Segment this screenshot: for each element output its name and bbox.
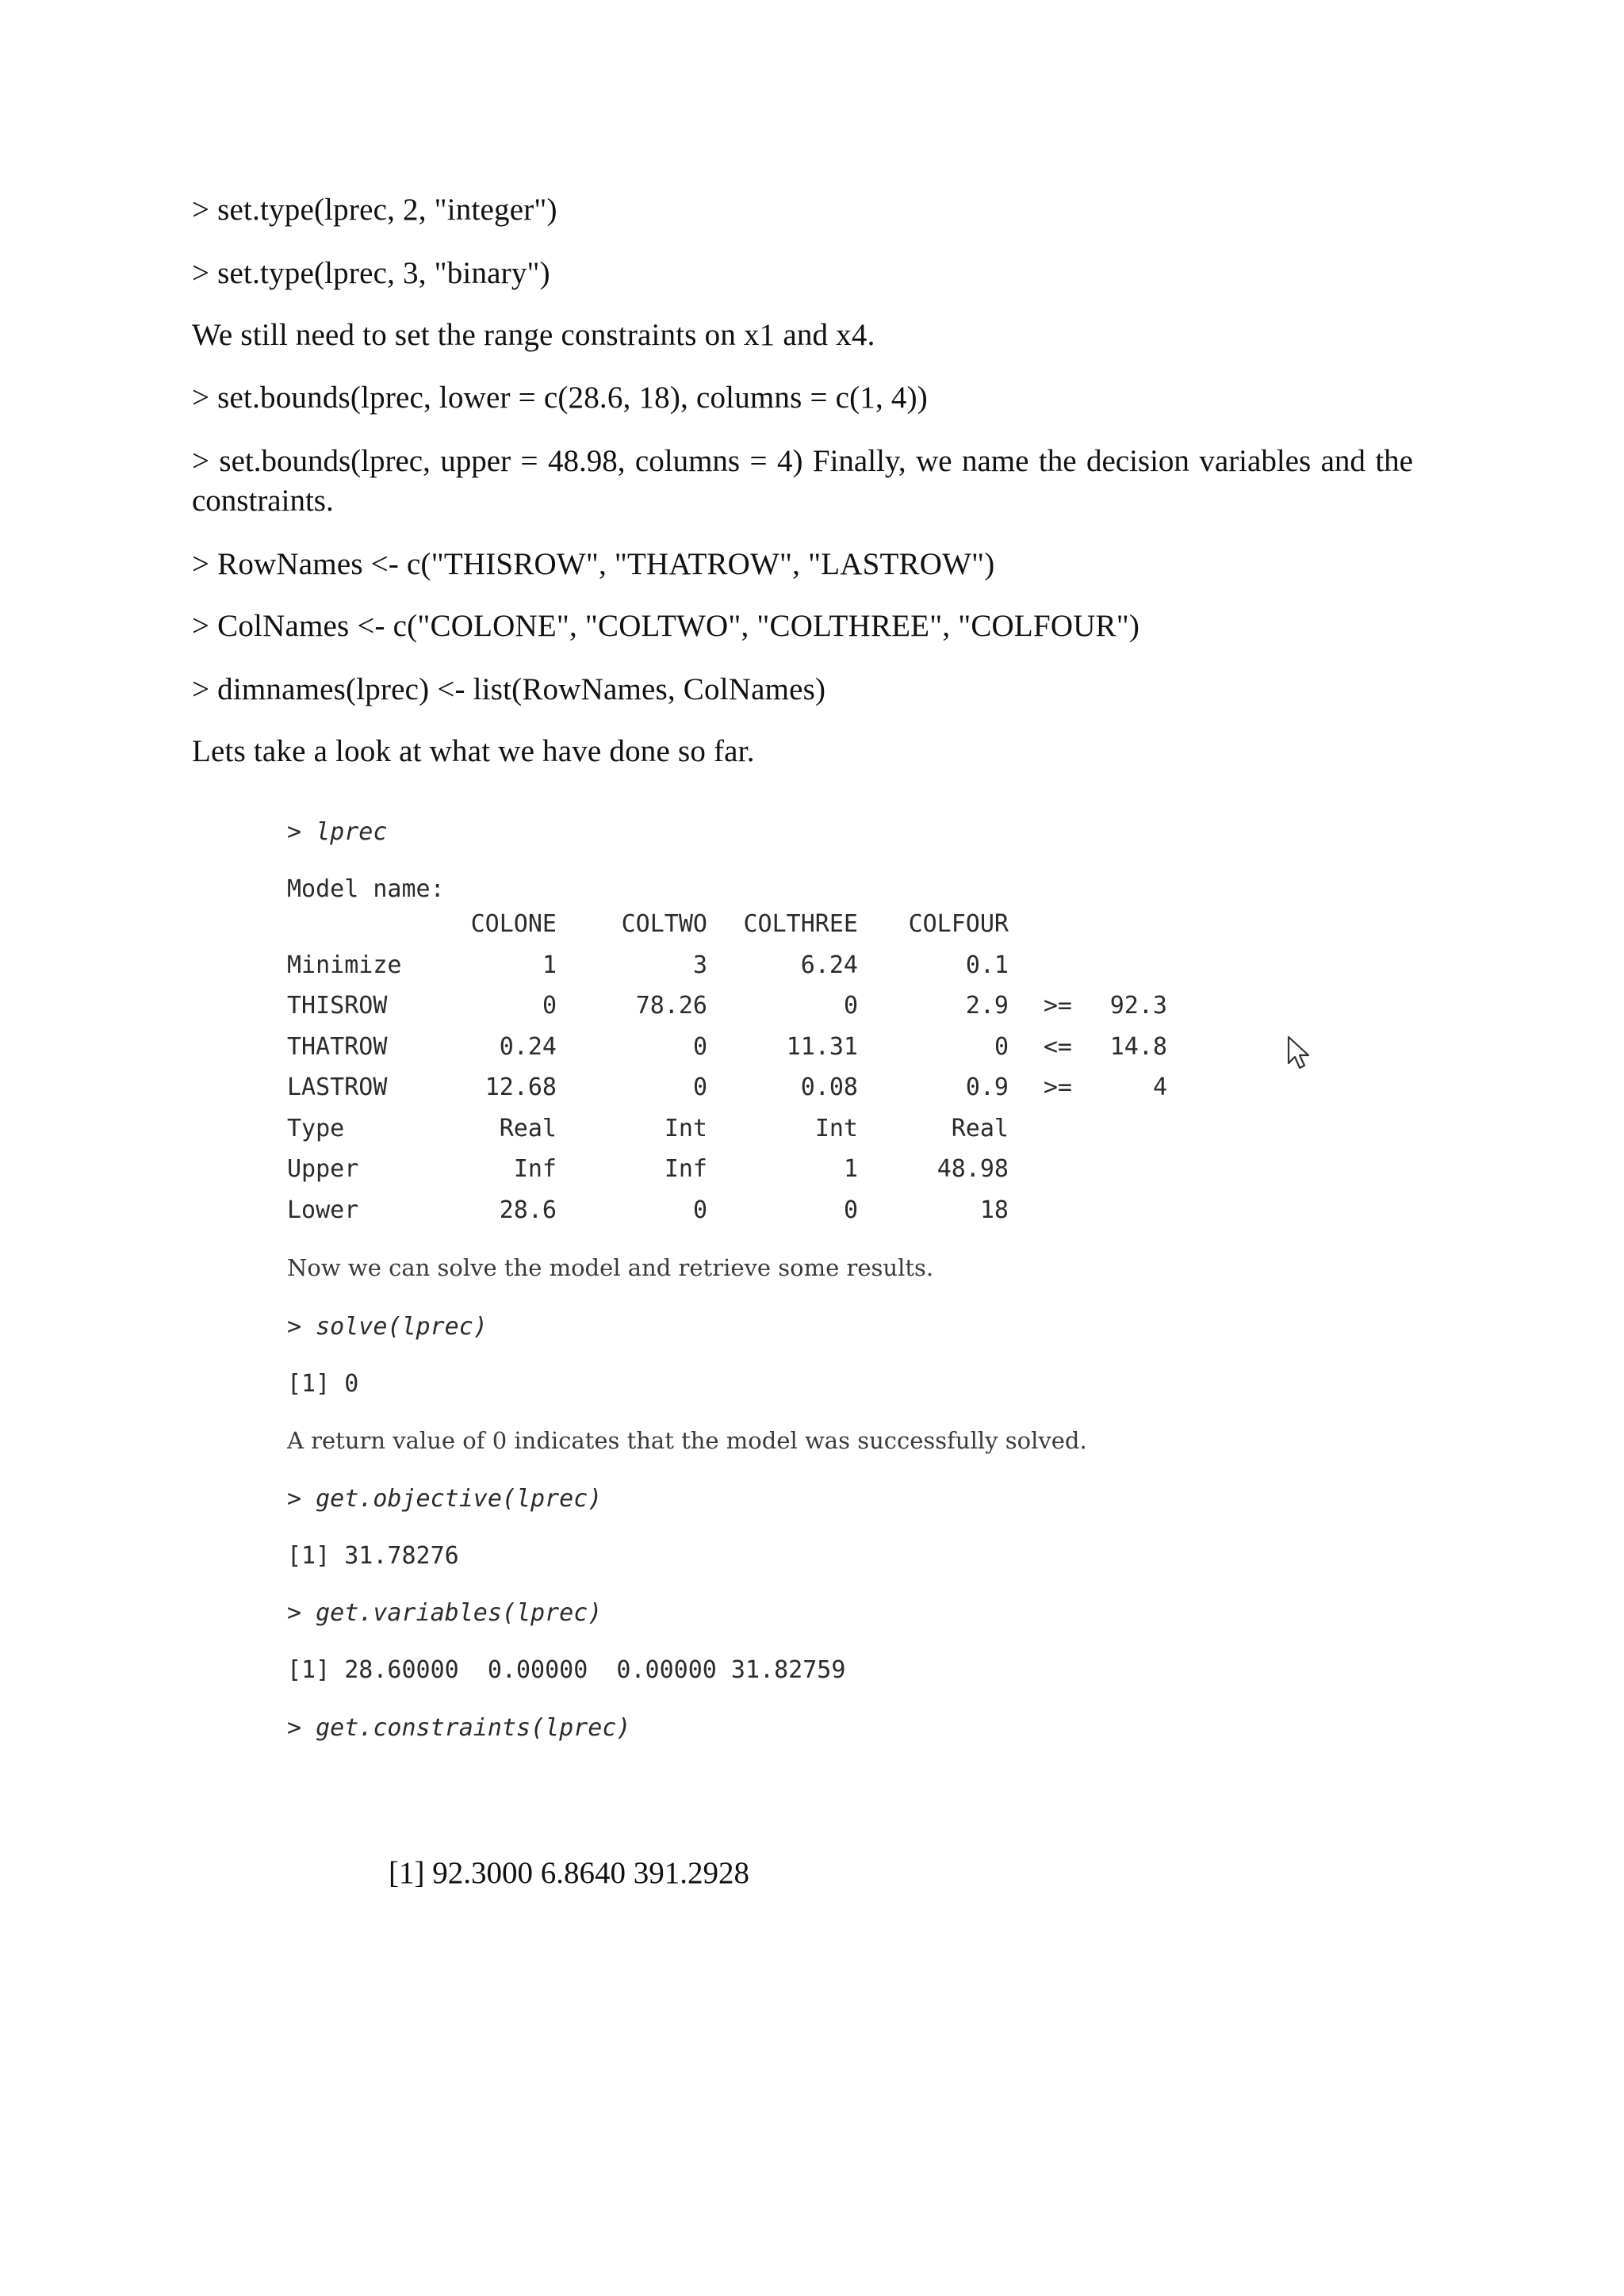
text-line-range-constraints: We still need to set the range constraints on x1 and x4.: [192, 318, 875, 352]
table-cell: Int: [664, 1114, 707, 1142]
table-row: [287, 1067, 1167, 1108]
output-solve: [1] 0: [287, 1370, 359, 1398]
table-row: [287, 1190, 1167, 1231]
table-cell: 14.8: [1109, 1032, 1167, 1061]
text-line-take-a-look: Lets take a look at what we have done so far.: [192, 734, 755, 768]
note-solve-model: Now we can solve the model and retrieve some results.: [287, 1254, 934, 1281]
table-cell: 0.1: [965, 951, 1009, 979]
table-row: [287, 1149, 1167, 1190]
table-cell: [1009, 1149, 1072, 1190]
table-cell: 0.08: [800, 1073, 858, 1102]
table-cell: >=: [1043, 1073, 1072, 1102]
table-cell: Type: [287, 1114, 345, 1142]
table-cell: >=: [1043, 992, 1072, 1020]
table-cell: [1072, 1108, 1167, 1150]
header-cell: COLTHREE: [743, 910, 858, 939]
table-cell: [1009, 1108, 1072, 1150]
table-cell: 0: [692, 1032, 707, 1061]
table-cell: 18: [979, 1196, 1009, 1224]
table-cell: Lower: [287, 1196, 359, 1224]
table-cell: 2.9: [965, 992, 1009, 1020]
model-table: [287, 904, 1167, 1230]
table-cell: 4: [1152, 1073, 1167, 1102]
model-name-label: Model name:: [287, 875, 445, 903]
table-cell: 11.31: [786, 1032, 858, 1061]
table-cell: 0: [692, 1073, 707, 1102]
code-line-rownames: > RowNames <- c("THISROW", "THATROW", "LASTROW"): [192, 547, 995, 581]
table-cell: Upper: [287, 1155, 359, 1184]
table-cell: Real: [499, 1114, 557, 1142]
table-cell: LASTROW: [287, 1073, 388, 1102]
table-cell: 92.3: [1109, 992, 1167, 1020]
table-cell: 12.68: [485, 1073, 557, 1102]
code-line-set-bounds-lower: > set.bounds(lprec, lower = c(28.6, 18), columns = c(1, 4)): [192, 381, 928, 415]
table-row: [287, 985, 1167, 1027]
header-cell: COLTWO: [621, 910, 707, 939]
table-cell: Int: [814, 1114, 858, 1142]
table-cell: 0: [542, 992, 557, 1020]
table-row: [287, 1027, 1167, 1068]
command-solve: > solve(lprec): [287, 1313, 488, 1341]
table-cell: 0: [692, 1196, 707, 1224]
code-line-set-type-binary: > set.type(lprec, 3, "binary"): [192, 256, 550, 290]
note-return-value: A return value of 0 indicates that the model was successfully solved.: [287, 1427, 1087, 1454]
table-row: [287, 945, 1167, 986]
table-cell: 0: [994, 1032, 1009, 1061]
table-cell: 48.98: [936, 1155, 1009, 1184]
table-cell: [1009, 1190, 1072, 1231]
table-cell: 78.26: [635, 992, 707, 1020]
mouse-pointer-icon: [1286, 1035, 1313, 1071]
table-cell: THATROW: [287, 1032, 388, 1061]
table-cell: 0.24: [499, 1032, 557, 1061]
code-line-colnames: > ColNames <- c("COLONE", "COLTWO", "COLTHREE", "COLFOUR"): [192, 609, 1140, 643]
table-cell: 0.9: [965, 1073, 1009, 1102]
table-cell: [1072, 1149, 1167, 1190]
header-cell: [1009, 904, 1072, 945]
table-cell: Inf: [513, 1155, 557, 1184]
command-lprec: > lprec: [287, 818, 388, 846]
table-cell: Real: [951, 1114, 1009, 1142]
code-line-set-type-integer: > set.type(lprec, 2, "integer"): [192, 193, 557, 227]
output-variables: [1] 28.60000 0.00000 0.00000 31.82759: [287, 1656, 846, 1684]
constraints-output-line: [1] 92.3000 6.8640 391.2928: [389, 1856, 749, 1890]
code-line-dimnames: > dimnames(lprec) <- list(RowNames, ColNames): [192, 672, 826, 706]
table-cell: <=: [1043, 1032, 1072, 1061]
table-cell: 1: [542, 951, 557, 979]
header-cell: COLFOUR: [908, 910, 1009, 939]
command-get-variables: > get.variables(lprec): [287, 1599, 603, 1627]
table-cell: [1072, 1190, 1167, 1231]
command-get-objective: > get.objective(lprec): [287, 1485, 603, 1513]
table-cell: Inf: [664, 1155, 707, 1184]
output-objective: [1] 31.78276: [287, 1542, 459, 1570]
table-cell: [1009, 945, 1072, 986]
table-cell: 0: [843, 992, 858, 1020]
header-cell: [1072, 904, 1167, 945]
model-table-header: [287, 904, 1167, 945]
table-cell: 6.24: [800, 951, 858, 979]
table-cell: [1072, 945, 1167, 986]
table-cell: 3: [692, 951, 707, 979]
table-cell: 0: [843, 1196, 858, 1224]
table-cell: Minimize: [287, 951, 402, 979]
header-cell: [287, 904, 438, 945]
table-row: [287, 1108, 1167, 1150]
command-get-constraints: > get.constraints(lprec): [287, 1714, 631, 1742]
table-cell: 1: [843, 1155, 858, 1184]
table-cell: THISROW: [287, 992, 388, 1020]
paragraph-set-bounds-upper: > set.bounds(lprec, upper = 48.98, columns = 4) Finally, we name the decision variables and the constraints.: [192, 444, 1413, 518]
table-cell: 28.6: [499, 1196, 557, 1224]
header-cell: COLONE: [470, 910, 557, 939]
